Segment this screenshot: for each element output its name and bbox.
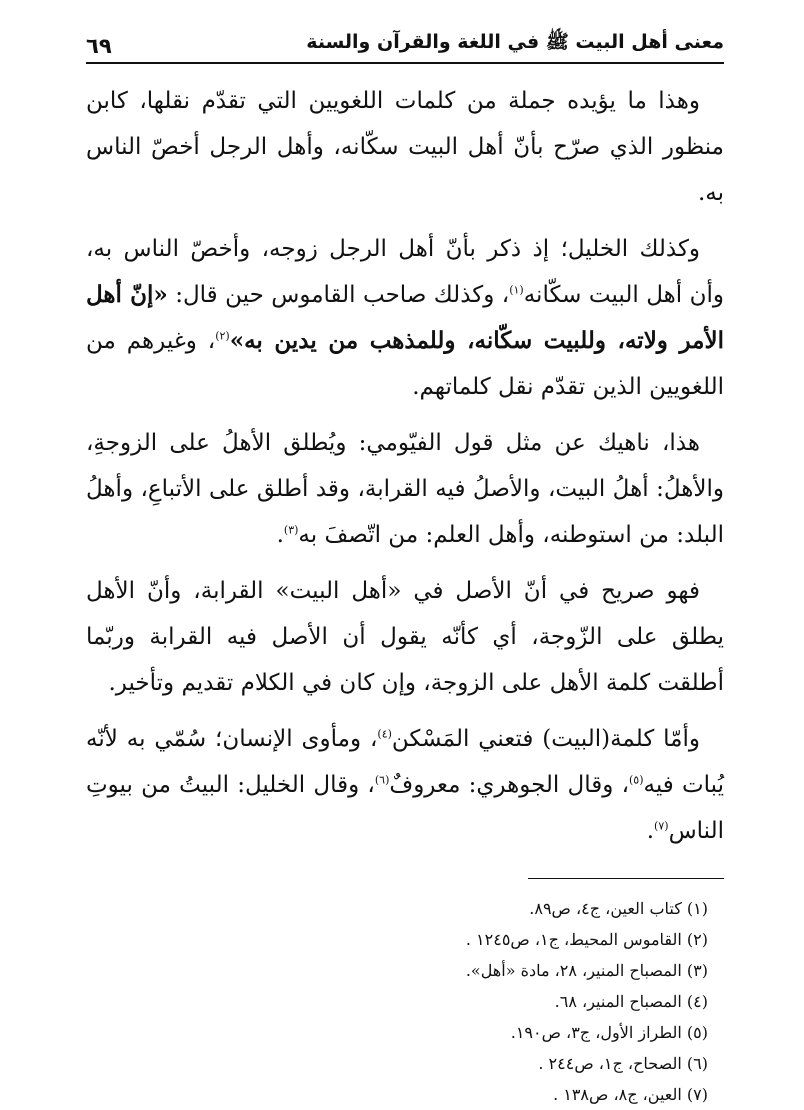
page-number: ٦٩ (86, 34, 112, 58)
paragraph-text: ، ومأوى الإنسان؛ سُمّي به لأنّه يُبات فيه (86, 726, 724, 798)
paragraph-text: ، وكذلك صاحب القاموس حين قال: (167, 282, 510, 308)
body-paragraph (86, 568, 724, 706)
footnote-marker: (٦) (374, 773, 390, 787)
page-header (86, 18, 724, 64)
footnote-item: (٥) الطراز الأول، ج٣، ص١٩٠. (510, 1023, 708, 1042)
running-title: معنى أهل البيت ﷺ في اللغة والقرآن والسنة (306, 31, 724, 53)
paragraph-text: ، وغيرهم من اللغويين الذين تقدّم نقل كلماتهم. (86, 328, 724, 400)
footnote-item: (٣) المصباح المنير، ٢٨، مادة «أهل». (465, 961, 708, 980)
paragraph-text: وأمّا كلمة(البيت) فتعني المَسْكن (391, 726, 700, 752)
body-paragraph (86, 78, 724, 216)
quotation-text: «إنّ أهل الأمر ولاته، وللبيت سكّانه، وللمذهب من يدين به» (86, 281, 724, 354)
page-body (86, 78, 724, 854)
footnote-item: (١) كتاب العين، ج٤، ص٨٩. (529, 899, 708, 918)
footnote-separator (528, 878, 724, 879)
paragraph-text: . (276, 522, 284, 548)
footnote-marker: (١) (509, 283, 524, 297)
footnote-item: (٤) المصباح المنير، ٦٨. (554, 992, 708, 1011)
footnote-item: (٧) العين، ج٨، ص١٣٨ . (553, 1085, 708, 1104)
footnotes-list (86, 893, 724, 1110)
footnote-marker: (٤) (377, 727, 392, 741)
body-paragraph (86, 716, 724, 854)
paragraph-text: فهو صريح في أنّ الأصل في «أهل البيت» القرابة، وأنّ الأهل يطلق على الزّوجة، أي كأنّه يقول أن الأصل فيه القرابة وربّما أطلقت كلمة الأهل على الزوجة، وإن كان في الكلام تقديم وتأخير. (86, 578, 724, 696)
paragraph-text: ، وقال الخليل: البيتُ من بيوتِ الناس (86, 772, 724, 844)
footnote-marker: (٥) (629, 773, 644, 787)
footnote-marker: (٧) (654, 819, 669, 833)
body-paragraph (86, 226, 724, 410)
footnote-marker: (٣) (283, 523, 299, 537)
paragraph-text: وهذا ما يؤيده جملة من كلمات اللغويين التي تقدّم نقلها، كابن منظور الذي صرّح بأنّ أهل البيت سكّانه، وأهل الرجل أخصّ الناس به. (86, 88, 724, 206)
footnote-marker: (٢) (215, 329, 230, 343)
footnote-item: (٢) القاموس المحيط، ج١، ص١٢٤٥ . (465, 930, 708, 949)
paragraph-text: وكذلك الخليل؛ إذ ذكر بأنّ أهل الرجل زوجه، وأخصّ الناس به، وأن أهل البيت سكّانه (86, 236, 724, 308)
paragraph-text: ، وقال الجوهري: معروفٌ (389, 772, 629, 798)
body-paragraph (86, 420, 724, 558)
footnote-item: (٦) الصحاح، ج١، ص٢٤٤ . (538, 1054, 708, 1073)
paragraph-text: هذا، ناهيك عن مثل قول الفيّومي: ويُطلق الأهلُ على الزوجةِ، والأهلُ: أهلُ البيت، والأصلُ فيه القرابة، وقد أطلق على الأتباعِ، وأهلُ البلد: من استوطنه، وأهل العلم: من اتّصفَ به (86, 430, 724, 548)
paragraph-text: . (646, 818, 655, 844)
book-page (86, 18, 724, 1104)
